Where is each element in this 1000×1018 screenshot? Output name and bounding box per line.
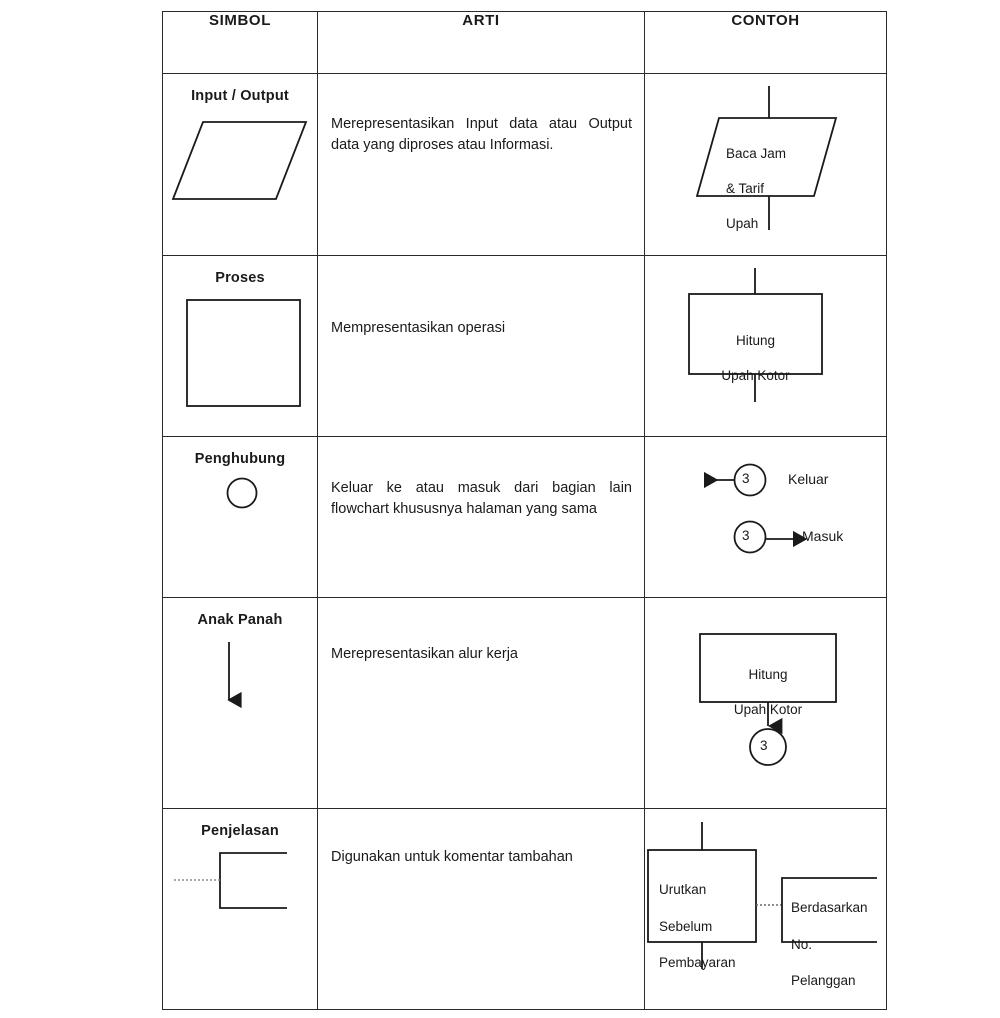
table-row xyxy=(163,74,887,256)
table-row xyxy=(163,256,887,437)
annotation-text-line: Pelanggan xyxy=(791,973,856,989)
meaning-cell-penjelasan xyxy=(318,809,645,1010)
example-node-text xyxy=(689,314,822,402)
meaning-text: Merepresentasikan alur kerja xyxy=(331,646,518,662)
annotation-text-line: No. xyxy=(791,936,813,952)
meaning-cell-penghubung xyxy=(318,437,645,598)
symbol-name-label: Penghubung xyxy=(194,451,286,467)
symbol-cell-penghubung xyxy=(163,437,318,598)
node-text-line: Upah Kotor xyxy=(733,701,803,717)
connector-in-label: Masuk xyxy=(802,528,844,544)
meaning-cell-anak-panah xyxy=(318,598,645,809)
node-text-line: Pembayaran xyxy=(659,955,736,971)
example-diagram-penjelasan xyxy=(645,809,886,1009)
example-diagram-input-output xyxy=(645,74,886,255)
node-text-line: Hitung xyxy=(735,332,776,348)
column-header-arti: ARTI xyxy=(318,12,645,74)
flow-diagram-connectors xyxy=(645,437,887,597)
meaning-cell-proses xyxy=(318,256,645,437)
symbol-cell-anak-panah xyxy=(163,598,318,809)
node-text-line: Upah Kotor xyxy=(721,367,790,383)
node-text-line: Upah xyxy=(726,215,759,231)
symbol-legend-table xyxy=(162,11,887,1010)
example-node-text xyxy=(700,648,836,736)
example-cell-penjelasan xyxy=(645,809,887,1010)
node-text-line: Baca Jam xyxy=(726,145,787,161)
symbol-cell-input-output xyxy=(163,74,318,256)
annotation-text-line: Berdasarkan xyxy=(791,900,868,916)
example-cell-penghubung xyxy=(645,437,887,598)
example-cell-proses xyxy=(645,256,887,437)
table-header-row xyxy=(163,12,887,74)
parallelogram-icon xyxy=(163,104,318,234)
meaning-text: Mempresentasikan operasi xyxy=(331,320,506,336)
table-row xyxy=(163,598,887,809)
rectangle-icon xyxy=(163,286,318,416)
down-arrow-icon xyxy=(163,628,318,738)
example-cell-anak-panah xyxy=(645,598,887,809)
meaning-text: Merepresentasikan Input data atau Output data yang diproses atau Informasi. xyxy=(331,116,632,153)
symbol-name-label: Anak Panah xyxy=(197,612,283,628)
connector-in-id: 3 xyxy=(742,528,750,543)
node-text-line: Hitung xyxy=(748,666,788,682)
example-diagram-proses xyxy=(645,256,886,436)
example-annotation-text xyxy=(791,881,868,1009)
table-row xyxy=(163,809,887,1010)
annotation-bracket-icon xyxy=(163,839,318,959)
column-header-simbol: SIMBOL xyxy=(163,12,318,74)
meaning-text: Keluar ke atau masuk dari bagian lain flowchart khususnya halaman yang sama xyxy=(331,480,632,517)
circle-icon xyxy=(163,467,318,557)
example-diagram-anak-panah xyxy=(645,598,886,808)
connector-out-id: 3 xyxy=(742,471,750,486)
node-text-line: Urutkan xyxy=(659,882,707,898)
meaning-text: Digunakan untuk komentar tambahan xyxy=(331,849,573,865)
table-row xyxy=(163,437,887,598)
column-header-contoh: CONTOH xyxy=(645,12,887,74)
connector-id: 3 xyxy=(760,738,768,753)
connector-out-label: Keluar xyxy=(788,471,829,487)
symbol-name-label: Penjelasan xyxy=(201,823,279,839)
example-node-text xyxy=(726,127,786,250)
symbol-cell-penjelasan xyxy=(163,809,318,1010)
example-node-text xyxy=(659,863,736,991)
meaning-cell-input-output xyxy=(318,74,645,256)
symbol-cell-proses xyxy=(163,256,318,437)
example-cell-input-output xyxy=(645,74,887,256)
symbol-name-label: Proses xyxy=(215,270,265,286)
node-text-line: & Tarif xyxy=(726,180,765,196)
example-diagram-penghubung xyxy=(645,437,886,597)
node-text-line: Sebelum xyxy=(659,918,713,934)
symbol-name-label: Input / Output xyxy=(191,88,289,104)
